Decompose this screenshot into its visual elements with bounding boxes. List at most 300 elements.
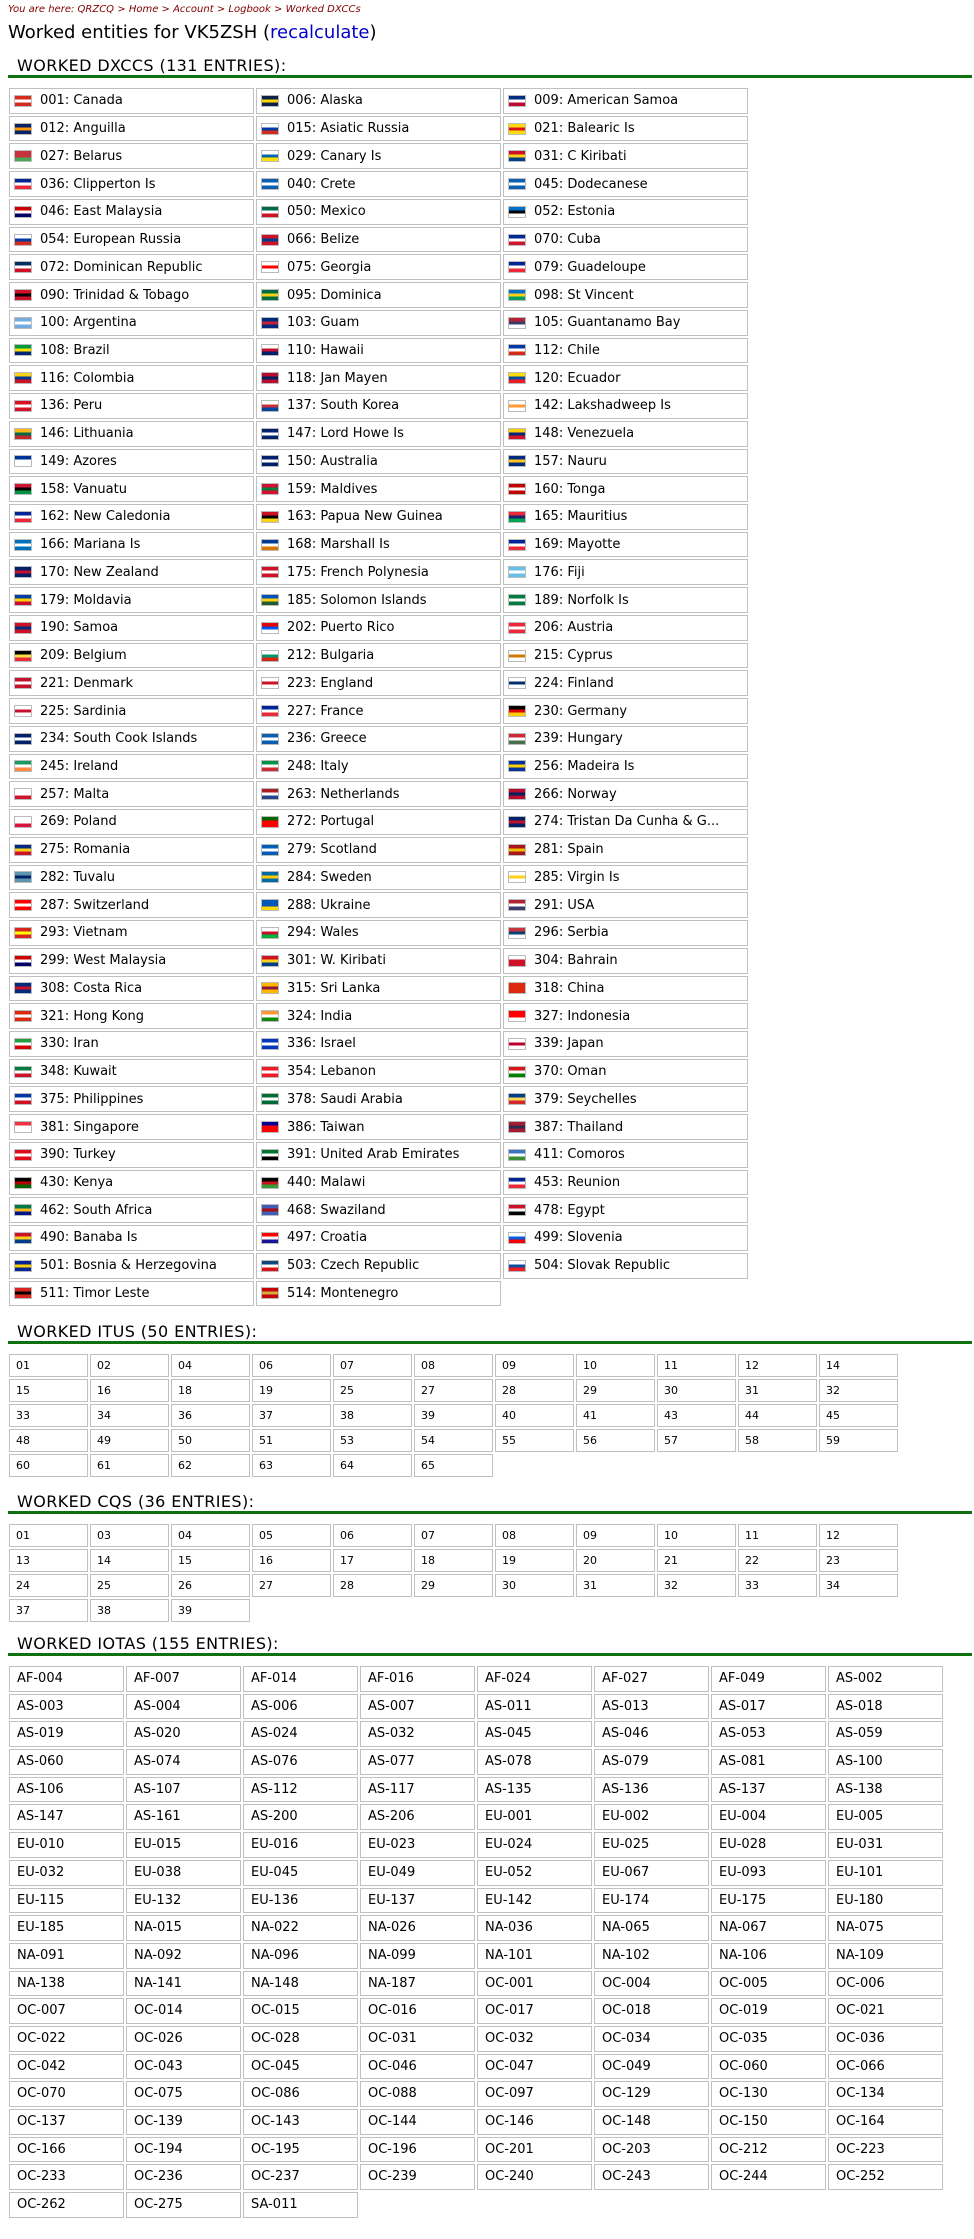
entry-label: 282: Tuvalu (40, 869, 116, 885)
entry-label: 223: England (287, 675, 374, 691)
entry-label: AS-135 (485, 1781, 532, 1797)
entry-cell (256, 754, 501, 780)
breadcrumb-link-logbook[interactable]: Logbook (228, 4, 271, 15)
entry-cell (90, 1454, 169, 1477)
entry-label: AS-137 (719, 1781, 766, 1797)
entry-cell (477, 1832, 592, 1858)
entry-label: 19 (259, 1384, 273, 1397)
entry-cell (594, 1777, 709, 1803)
entry-cell (503, 310, 748, 336)
entry-label: 105: Guantanamo Bay (534, 315, 681, 331)
flag-icon (14, 1093, 32, 1105)
breadcrumb-separator: > (213, 4, 229, 15)
entry-label: 11 (745, 1529, 759, 1542)
entry-cell (503, 1197, 748, 1223)
entry-cell (360, 2137, 475, 2163)
entry-cell (9, 726, 254, 752)
entry-label: OC-088 (368, 2086, 417, 2102)
entry-label: 330: Iran (40, 1036, 99, 1052)
entry-cell (414, 1574, 493, 1597)
entry-cell (503, 892, 748, 918)
entry-label: OC-007 (17, 2003, 66, 2019)
entry-label: 29 (421, 1579, 435, 1592)
entry-cell (503, 726, 748, 752)
flag-icon (14, 1121, 32, 1133)
entry-label: OC-139 (134, 2114, 183, 2129)
entry-cell (333, 1354, 412, 1377)
entry-cell (256, 171, 501, 197)
entry-label: 27 (259, 1579, 273, 1592)
entry-label: EU-004 (719, 1809, 767, 1825)
entry-cell (9, 1998, 124, 2024)
entry-label: 514: Montenegro (287, 1285, 399, 1301)
flag-icon (14, 705, 32, 717)
breadcrumb-link-home[interactable]: Home (128, 4, 159, 15)
entry-label: 28 (502, 1384, 516, 1397)
entry-label: 165: Mauritius (534, 509, 628, 525)
entry-label: EU-136 (251, 1892, 299, 1908)
flag-icon (14, 150, 32, 162)
entry-cell (126, 1721, 241, 1747)
entry-cell (9, 559, 254, 585)
entry-label: SA-011 (251, 2197, 298, 2213)
entry-cell (256, 920, 501, 946)
entry-label: 339: Japan (534, 1036, 604, 1052)
entry-cell (9, 227, 254, 253)
flag-icon (14, 206, 32, 218)
entry-label: EU-016 (251, 1837, 299, 1853)
entry-cell (256, 809, 501, 835)
entry-cell (90, 1599, 169, 1622)
entry-cell (9, 587, 254, 613)
entry-cell (9, 1971, 124, 1997)
entry-label: 162: New Caledonia (40, 509, 171, 525)
entry-cell (477, 1998, 592, 2024)
entry-cell (503, 1142, 748, 1168)
entry-cell (711, 1915, 826, 1941)
entry-label: AS-206 (368, 1809, 415, 1825)
entry-cell (243, 1749, 358, 1775)
entry-cell (711, 1998, 826, 2024)
entry-label: NA-065 (602, 1920, 650, 1936)
entry-cell (171, 1454, 250, 1477)
entry-cell (256, 476, 501, 502)
entry-label: OC-130 (719, 2086, 768, 2102)
entry-cell (738, 1354, 817, 1377)
entry-cell (126, 1971, 241, 1997)
entry-cell (828, 1804, 943, 1830)
flag-icon (261, 1121, 279, 1133)
entry-label: 33 (745, 1579, 759, 1592)
entry-label: 06 (259, 1359, 273, 1372)
entry-label: 09 (583, 1529, 597, 1542)
entry-cell (252, 1404, 331, 1427)
entry-label: AS-060 (17, 1754, 64, 1770)
entry-label: OC-031 (368, 2030, 417, 2046)
entry-label: OC-239 (368, 2169, 417, 2185)
entry-cell (9, 1943, 124, 1969)
entry-cell (360, 2026, 475, 2052)
entry-cell (711, 2026, 826, 2052)
entry-label: 09 (502, 1359, 516, 1372)
entry-cell (9, 504, 254, 530)
entry-label: EU-052 (485, 1864, 533, 1880)
entry-cell (711, 1860, 826, 1886)
breadcrumb-separator: > (270, 4, 286, 15)
entry-cell (576, 1524, 655, 1547)
entry-cell (576, 1429, 655, 1452)
breadcrumb-link-qrzcq[interactable]: QRZCQ (77, 4, 115, 15)
entry-label: 212: Bulgaria (287, 648, 375, 664)
entry-cell (243, 2109, 358, 2135)
entry-cell (9, 1225, 254, 1251)
entry-cell (9, 698, 254, 724)
entry-cell (503, 754, 748, 780)
entry-label: 04 (178, 1529, 192, 1542)
entry-label: 236: Greece (287, 731, 367, 747)
entry-label: 206: Austria (534, 620, 614, 636)
entry-label: NA-026 (368, 1920, 416, 1936)
flag-icon (508, 539, 526, 551)
entry-cell (828, 1832, 943, 1858)
entry-cell (9, 976, 254, 1002)
flag-icon (261, 1287, 279, 1299)
flag-icon (508, 899, 526, 911)
entry-cell (711, 1666, 826, 1692)
entry-label: OC-134 (836, 2086, 885, 2102)
flag-icon (508, 871, 526, 883)
entry-label: 279: Scotland (287, 842, 377, 858)
entry-label: OC-015 (251, 2003, 300, 2019)
entry-cell (711, 2081, 826, 2107)
entry-label: 112: Chile (534, 342, 600, 358)
entry-label: AS-136 (602, 1781, 649, 1797)
entry-label: 110: Hawaii (287, 342, 364, 358)
entry-label: AS-100 (836, 1754, 883, 1770)
entry-cell (256, 781, 501, 807)
entry-cell (503, 587, 748, 613)
page-title-text: Worked entities for VK5ZSH ( (8, 22, 271, 43)
entry-label: AF-049 (719, 1671, 765, 1686)
entry-cell (333, 1454, 412, 1477)
entry-label: 64 (340, 1459, 354, 1472)
entry-cell (9, 1454, 88, 1477)
flag-icon (508, 566, 526, 578)
entry-cell (828, 1694, 943, 1720)
flag-icon (508, 1232, 526, 1244)
entry-label: AF-027 (602, 1671, 648, 1686)
entry-cell (360, 2081, 475, 2107)
breadcrumb-link-account[interactable]: Account (173, 4, 214, 15)
entry-cell (594, 1998, 709, 2024)
entry-cell (503, 199, 748, 225)
breadcrumb-separator: > (114, 4, 129, 15)
entry-label: OC-148 (602, 2114, 651, 2129)
flag-icon (261, 123, 279, 135)
entry-cell (495, 1574, 574, 1597)
entry-label: 070: Cuba (534, 232, 601, 248)
entry-cell (90, 1379, 169, 1402)
entry-cell (503, 920, 748, 946)
entry-label: EU-015 (134, 1837, 182, 1853)
entry-label: 13 (16, 1554, 30, 1567)
entry-label: 49 (97, 1434, 111, 1447)
entry-cell (9, 171, 254, 197)
flag-icon (14, 788, 32, 800)
flag-icon (261, 594, 279, 606)
entry-label: AS-106 (17, 1781, 64, 1797)
flag-icon (14, 650, 32, 662)
entry-label: 386: Taiwan (287, 1119, 365, 1135)
flag-icon (14, 677, 32, 689)
entry-label: OC-026 (134, 2030, 183, 2046)
entry-cell (9, 1574, 88, 1597)
flag-icon (508, 178, 526, 190)
entry-cell (503, 837, 748, 863)
entry-cell (243, 2054, 358, 2080)
flag-icon (261, 566, 279, 578)
entry-cell (126, 2026, 241, 2052)
flag-icon (508, 760, 526, 772)
entry-cell (126, 1943, 241, 1969)
entry-label: AS-147 (17, 1809, 64, 1825)
entry-label: OC-252 (836, 2169, 885, 2185)
entry-label: 51 (259, 1434, 273, 1447)
entry-label: 65 (421, 1459, 435, 1472)
entry-label: NA-091 (17, 1947, 65, 1963)
entry-cell (126, 2137, 241, 2163)
entry-cell (657, 1549, 736, 1572)
entry-cell (657, 1429, 736, 1452)
entry-label: AS-138 (836, 1781, 883, 1797)
entry-label: EU-175 (719, 1892, 767, 1908)
entry-cell (252, 1429, 331, 1452)
entry-cell (126, 1666, 241, 1692)
entry-label: 08 (421, 1359, 435, 1372)
entry-cell (256, 865, 501, 891)
entry-cell (9, 837, 254, 863)
entry-label: 375: Philippines (40, 1091, 144, 1107)
entry-label: 215: Cyprus (534, 648, 613, 664)
entry-label: 07 (340, 1359, 354, 1372)
entry-label: EU-032 (17, 1864, 65, 1880)
entry-cell (360, 1666, 475, 1692)
entry-label: NA-099 (368, 1947, 416, 1963)
entry-cell (738, 1574, 817, 1597)
entry-cell (477, 1915, 592, 1941)
entry-label: 391: United Arab Emirates (287, 1147, 460, 1163)
entry-label: 301: W. Kiribati (287, 953, 386, 969)
entry-label: 57 (664, 1434, 678, 1447)
entry-cell (711, 1832, 826, 1858)
entry-cell (360, 1888, 475, 1914)
entry-label: NA-015 (134, 1920, 182, 1936)
entry-label: AF-004 (17, 1671, 63, 1686)
entry-cell (9, 1777, 124, 1803)
entry-cell (256, 976, 501, 1002)
entry-label: AF-014 (251, 1671, 297, 1686)
entry-cell (333, 1524, 412, 1547)
entry-cell (477, 2026, 592, 2052)
entry-label: 15 (16, 1384, 30, 1397)
entry-cell (243, 1694, 358, 1720)
entry-label: OC-070 (17, 2086, 66, 2102)
entry-label: 318: China (534, 980, 605, 996)
entry-cell (126, 1832, 241, 1858)
entry-cell (414, 1429, 493, 1452)
flag-icon (261, 234, 279, 246)
entry-cell (828, 1998, 943, 2024)
entry-label: NA-141 (134, 1975, 182, 1991)
entry-label: 36 (178, 1409, 192, 1422)
entry-cell (503, 1225, 748, 1251)
entry-label: OC-201 (485, 2141, 534, 2157)
entry-label: 054: European Russia (40, 232, 182, 248)
entry-label: AS-045 (485, 1726, 532, 1742)
entry-label: 37 (16, 1604, 30, 1617)
entry-cell (477, 1666, 592, 1692)
entry-cell (477, 2164, 592, 2190)
entry-label: 34 (826, 1579, 840, 1592)
entry-cell (819, 1524, 898, 1547)
entry-cell (256, 1170, 501, 1196)
entry-cell (252, 1549, 331, 1572)
flag-icon (261, 178, 279, 190)
entry-label: 163: Papua New Guinea (287, 509, 443, 525)
flag-icon (508, 317, 526, 329)
entry-label: 60 (16, 1459, 30, 1472)
entry-label: OC-018 (602, 2003, 651, 2019)
entry-cell (9, 1031, 254, 1057)
entry-label: 503: Czech Republic (287, 1258, 420, 1274)
entry-label: 25 (97, 1579, 111, 1592)
entry-cell (360, 1832, 475, 1858)
entry-label: 031: C Kiribati (534, 148, 627, 164)
entry-cell (594, 1721, 709, 1747)
entry-label: OC-034 (602, 2030, 651, 2046)
entry-cell (711, 2054, 826, 2080)
entry-label: 20 (583, 1554, 597, 1567)
entry-label: 378: Saudi Arabia (287, 1091, 403, 1107)
entry-label: 504: Slovak Republic (534, 1258, 671, 1274)
entry-cell (256, 1114, 501, 1140)
recalculate-link[interactable]: recalculate (270, 22, 370, 43)
entry-label: 136: Peru (40, 398, 103, 414)
entry-cell (256, 421, 501, 447)
entry-label: 15 (178, 1554, 192, 1567)
entry-cell (256, 1142, 501, 1168)
entry-label: 168: Marshall Is (287, 537, 390, 553)
entry-label: 40 (502, 1409, 516, 1422)
entry-label: NA-106 (719, 1947, 767, 1963)
entry-cell (171, 1379, 250, 1402)
entry-label: NA-067 (719, 1920, 767, 1936)
entry-cell (9, 338, 254, 364)
entry-label: 179: Moldavia (40, 592, 132, 608)
flag-icon (14, 760, 32, 772)
entry-label: 37 (259, 1409, 273, 1422)
entry-label: OC-146 (485, 2114, 534, 2129)
flag-icon (508, 1066, 526, 1078)
entry-cell (503, 809, 748, 835)
entry-label: EU-001 (485, 1809, 533, 1825)
flag-icon (261, 650, 279, 662)
entry-cell (495, 1379, 574, 1402)
entry-label: 001: Canada (40, 93, 123, 109)
entry-cell (256, 227, 501, 253)
entry-label: OC-046 (368, 2058, 417, 2074)
entry-label: 38 (97, 1604, 111, 1617)
entry-label: NA-022 (251, 1920, 299, 1936)
entry-label: 075: Georgia (287, 259, 372, 275)
breadcrumb-link-worked-dxccs[interactable]: Worked DXCCs (285, 4, 361, 15)
entry-label: 285: Virgin Is (534, 869, 620, 885)
entry-label: 381: Singapore (40, 1119, 139, 1135)
entry-label: NA-075 (836, 1920, 884, 1936)
entry-cell (256, 365, 501, 391)
entry-cell (360, 2054, 475, 2080)
entry-cell (503, 643, 748, 669)
entry-label: 430: Kenya (40, 1175, 114, 1190)
entry-label: NA-096 (251, 1947, 299, 1963)
entry-label: EU-010 (17, 1837, 65, 1853)
entry-label: 501: Bosnia & Herzegovina (40, 1258, 217, 1274)
flag-icon (261, 1204, 279, 1216)
entry-cell (503, 254, 748, 280)
entry-label: 27 (421, 1384, 435, 1397)
entry-label: EU-028 (719, 1837, 767, 1853)
entry-label: 29 (583, 1384, 597, 1397)
entry-cell (503, 670, 748, 696)
flag-icon (14, 123, 32, 135)
entry-cell (477, 2137, 592, 2163)
entry-cell (828, 1860, 943, 1886)
entry-label: OC-017 (485, 2003, 534, 2019)
entry-label: 16 (259, 1554, 273, 1567)
entry-cell (414, 1549, 493, 1572)
entry-label: 440: Malawi (287, 1175, 366, 1190)
entry-label: 185: Solomon Islands (287, 592, 427, 608)
entry-label: 304: Bahrain (534, 953, 618, 969)
flag-icon (14, 455, 32, 467)
entry-label: 370: Oman (534, 1064, 607, 1080)
flag-icon (14, 594, 32, 606)
entry-cell (657, 1524, 736, 1547)
entry-label: AS-077 (368, 1754, 415, 1770)
entry-cell (256, 837, 501, 863)
entry-label: 33 (16, 1409, 30, 1422)
entry-label: 266: Norway (534, 786, 617, 802)
flag-icon (14, 955, 32, 967)
entry-cell (9, 1860, 124, 1886)
flag-icon (261, 1177, 279, 1189)
entry-cell (711, 1888, 826, 1914)
entry-label: NA-102 (602, 1947, 650, 1963)
entry-cell (9, 1915, 124, 1941)
entry-label: OC-021 (836, 2003, 885, 2019)
entry-cell (594, 1888, 709, 1914)
entry-label: 245: Ireland (40, 758, 119, 774)
entry-cell (9, 643, 254, 669)
entry-cell (9, 1599, 88, 1622)
entry-cell (243, 1860, 358, 1886)
entry-cell (171, 1599, 250, 1622)
entry-label: AS-013 (602, 1698, 649, 1714)
entry-label: 072: Dominican Republic (40, 259, 203, 275)
entry-label: 45 (826, 1409, 840, 1422)
entry-label: AS-018 (836, 1698, 883, 1714)
entry-cell (828, 1749, 943, 1775)
